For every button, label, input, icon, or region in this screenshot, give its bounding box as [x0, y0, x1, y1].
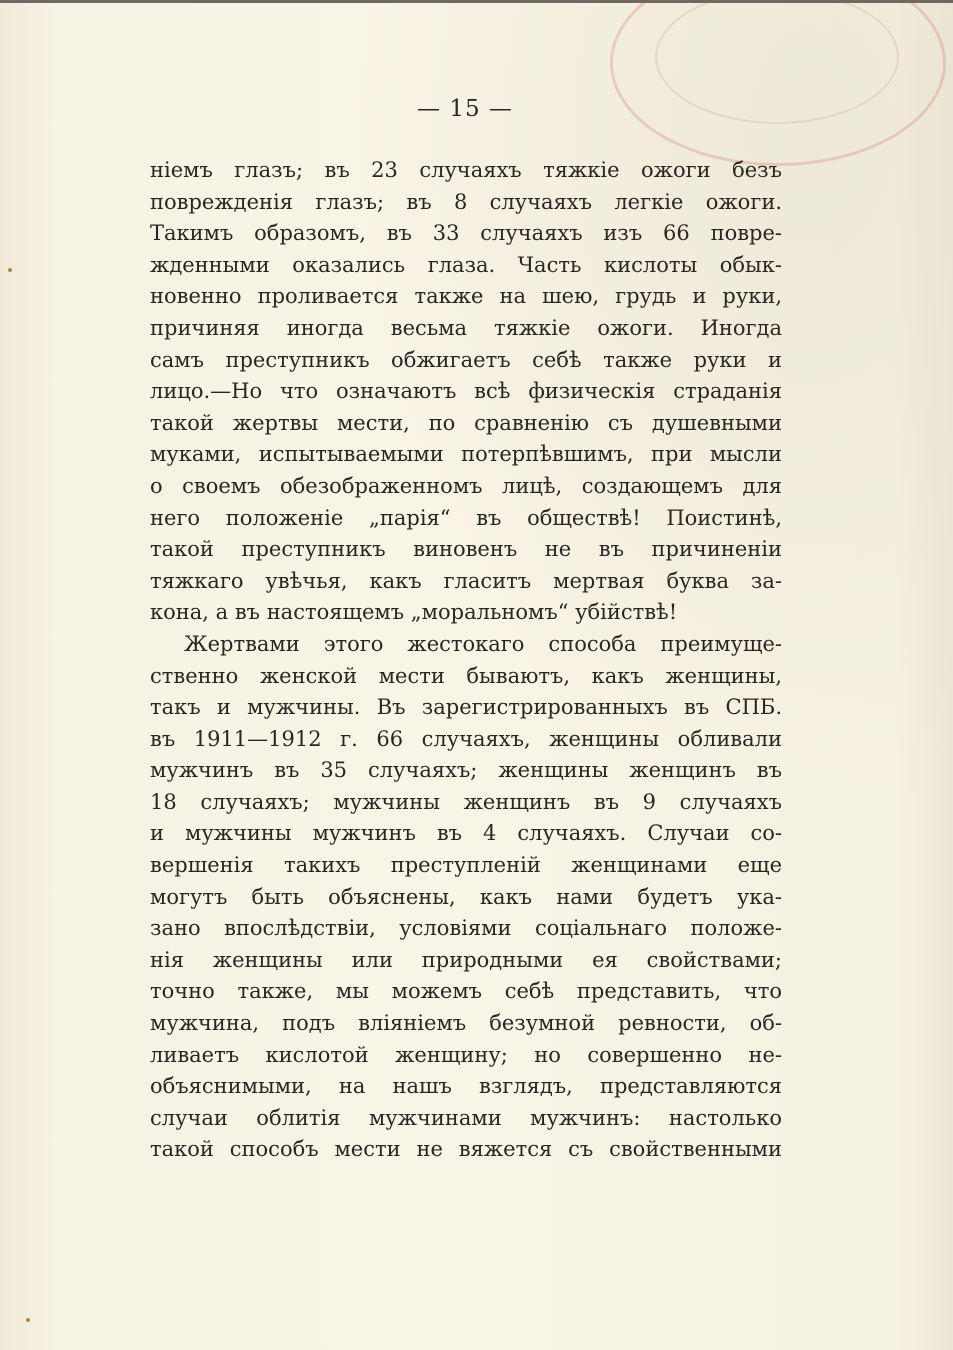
text-line: случаи облитія мужчинами мужчинъ: настолько [150, 1105, 782, 1130]
text-line: новенно проливается также на шею, грудь и руки, [150, 284, 782, 309]
text-line: ливаетъ кислотой женщину; но совершенно не- [150, 1042, 782, 1067]
text-line: нія женщины или природными ея свойствами; [150, 947, 782, 972]
text-line: и мужчины мужчинъ въ 4 случаяхъ. Случаи со- [150, 821, 782, 846]
page-number: — 15 — [417, 96, 513, 122]
text-line: мужчинъ въ 35 случаяхъ; женщины женщинъ въ [150, 758, 782, 783]
text-line: такой жертвы мести, по сравненію съ душевными [150, 410, 782, 435]
text-line: причиняя иногда весьма тяжкіе ожоги. Иногда [150, 315, 782, 340]
text-line: зано впослѣдствіи, условіями соціальнаго положе- [150, 916, 782, 941]
text-line: объяснимыми, на нашъ взглядъ, представляются [150, 1074, 782, 1099]
text-line: него положеніе „парія“ въ обществѣ! Поистинѣ, [150, 505, 782, 530]
text-line: такой преступникъ виновенъ не въ причиненіи [150, 537, 782, 562]
text-line: самъ преступникъ обжигаетъ себѣ также руки и [150, 347, 782, 372]
text-line: жденными оказались глаза. Часть кислоты обык- [150, 252, 782, 277]
text-line: 18 случаяхъ; мужчины женщинъ въ 9 случаяхъ [150, 789, 782, 814]
text-line: ственно женской мести бываютъ, какъ женщины, [150, 663, 782, 688]
text-line-paragraph-end: кона, а въ настоящемъ „моральномъ“ убійствѣ! [150, 600, 678, 625]
text-line: лицо.—Но что означаютъ всѣ физическія страданія [150, 379, 782, 404]
text-line: ніемъ глазъ; въ 23 случаяхъ тяжкіе ожоги безъ [150, 158, 782, 182]
text-line: тяжкаго увѣчья, какъ гласитъ мертвая буква за- [150, 568, 782, 593]
text-line: такъ и мужчины. Въ зарегистрированныхъ въ СПБ. [150, 695, 782, 720]
text-line: Такимъ образомъ, въ 33 случаяхъ изъ 66 повре- [150, 221, 782, 246]
paper-speck [26, 1318, 30, 1322]
text-line: поврежденія глазъ; въ 8 случаяхъ легкіе ожоги. [150, 189, 782, 214]
body-text [150, 155, 782, 1166]
text-line: въ 1911—1912 г. 66 случаяхъ, женщины обливали [150, 726, 782, 751]
text-line: о своемъ обезображенномъ лицѣ, создающемъ для [150, 473, 782, 498]
text-line: мужчина, подъ вліяніемъ безумной ревности, об- [150, 1011, 782, 1036]
text-line-paragraph-start: Жертвами этого жестокаго способа преимуще- [184, 631, 782, 656]
text-line: точно также, мы можемъ себѣ представить, что [150, 979, 782, 1004]
text-line: муками, испытываемыми потерпѣвшимъ, при мысли [150, 442, 782, 467]
text-line: вершенія такихъ преступленій женщинами еще [150, 853, 782, 878]
paper-speck [8, 268, 12, 272]
text-line: могутъ быть объяснены, какъ нами будетъ ука- [150, 884, 782, 909]
text-line: такой способъ мести не вяжется съ свойственными [150, 1137, 782, 1162]
